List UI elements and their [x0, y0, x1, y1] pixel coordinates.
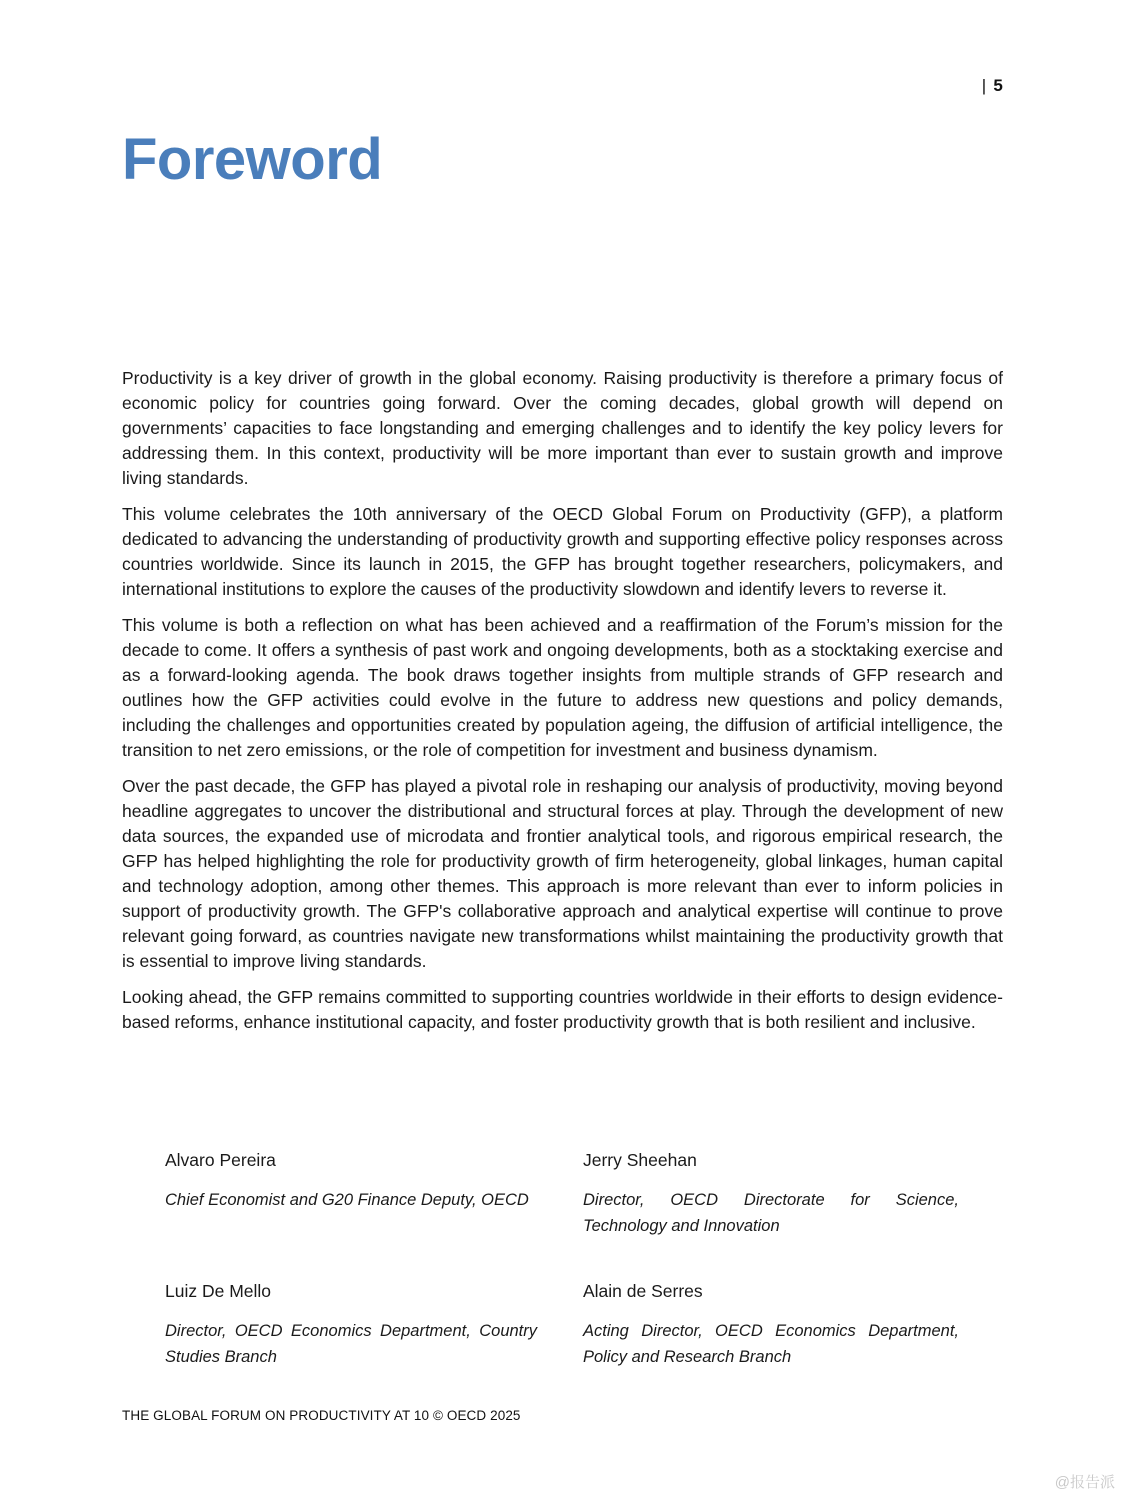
- signature-block: [165, 1150, 1005, 1370]
- watermark: @报告派: [1054, 1474, 1115, 1491]
- page-title: Foreword: [122, 127, 383, 192]
- signature-luiz-de-mello: [165, 1281, 583, 1370]
- page-number: [982, 76, 1003, 96]
- footer-running-title: THE GLOBAL FORUM ON PRODUCTIVITY AT 10 © OECD 2025: [122, 1408, 521, 1423]
- paragraph: Productivity is a key driver of growth in the global economy. Raising productivity is therefore a primary focus of economic policy for countries going forward. Over the coming decades, global growth will depend on governments’ capacities to face longstanding and emerging challenges and to identify the key policy levers for addressing them. In this context, productivity will be more important than ever to sustain growth and improve living standards.: [122, 368, 1003, 488]
- signature-title: Director, OECD Directorate for Science, Technology and Innovation: [583, 1191, 959, 1235]
- page-number-value: 5: [993, 76, 1003, 95]
- signature-name: Luiz De Mello: [165, 1281, 272, 1301]
- signature-name: Alvaro Pereira: [165, 1150, 276, 1170]
- signature-alvaro-pereira: [165, 1150, 583, 1239]
- signature-name: Jerry Sheehan: [583, 1150, 697, 1170]
- signature-alain-de-serres: [583, 1281, 1005, 1370]
- signature-jerry-sheehan: [583, 1150, 1005, 1239]
- paragraph: Over the past decade, the GFP has played a pivotal role in reshaping our analysis of productivity, moving beyond headline aggregates to uncover the distributional and structural forces at play. Through the development of new data sources, the expanded use of microdata and frontier analytical tools, and rigorous empirical research, the GFP has helped highlighting the role for productivity growth of firm heterogeneity, global linkages, human capital and technology adoption, among other themes. This approach is more relevant than ever to inform policies in support of productivity growth. The GFP's collaborative approach and analytical expertise will continue to prove relevant going forward, as countries navigate new transformations whilst maintaining the productivity growth that is essential to improve living standards.: [122, 776, 1003, 971]
- signature-name: Alain de Serres: [583, 1281, 703, 1301]
- paragraph: Looking ahead, the GFP remains committed to supporting countries worldwide in their efforts to design evidence-based reforms, enhance institutional capacity, and foster productivity growth that is both resilient and inclusive.: [122, 987, 1003, 1032]
- signature-title: Chief Economist and G20 Finance Deputy, OECD: [165, 1191, 529, 1209]
- paragraph: This volume celebrates the 10th anniversary of the OECD Global Forum on Productivity (GFP), a platform dedicated to advancing the understanding of productivity growth and supporting effective policy responses across countries worldwide. Since its launch in 2015, the GFP has brought together researchers, policymakers, and international institutions to explore the causes of the productivity slowdown and identify levers to reverse it.: [122, 504, 1003, 599]
- signature-title: Director, OECD Economics Department, Country Studies Branch: [165, 1322, 537, 1366]
- body-text: [122, 366, 1003, 1046]
- signature-title: Acting Director, OECD Economics Department, Policy and Research Branch: [583, 1322, 959, 1366]
- paragraph: This volume is both a reflection on what has been achieved and a reaffirmation of the Forum’s mission for the decade to come. It offers a synthesis of past work and ongoing developments, both as a stocktaking exercise and as a forward-looking agenda. The book draws together insights from multiple strands of GFP research and outlines how the GFP activities could evolve in the future to address new questions and policy demands, including the challenges and opportunities created by population ageing, the diffusion of artificial intelligence, the transition to net zero emissions, or the role of competition for investment and business dynamism.: [122, 615, 1003, 760]
- page-number-separator: |: [981, 76, 987, 95]
